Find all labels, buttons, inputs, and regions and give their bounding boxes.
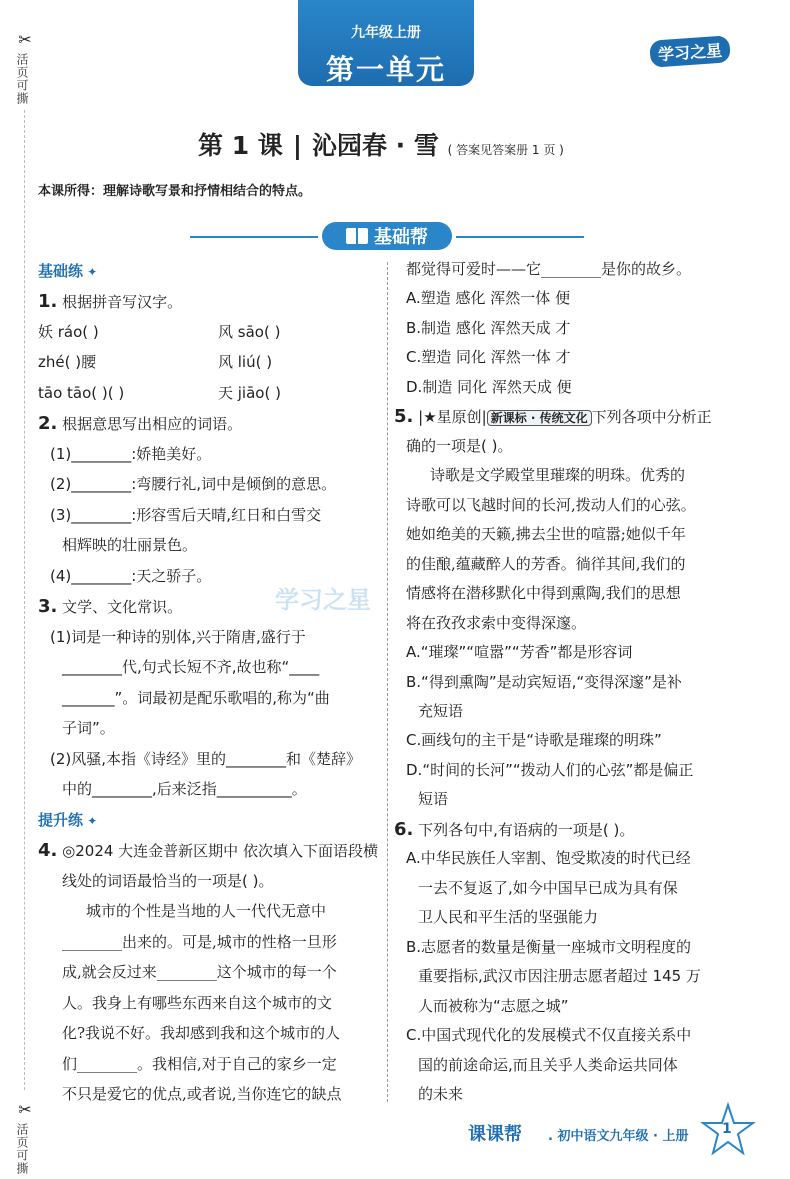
right-line <box>406 525 686 544</box>
line-text: 都觉得可爱时——它________是你的故乡。 <box>406 260 692 278</box>
sparkle-icon: ✦ <box>83 265 98 279</box>
line-text: 们________。我相信,对于自己的家乡一定 <box>62 1054 337 1073</box>
line-text: 文学、文化常识。 <box>57 598 183 617</box>
line-text: 将在孜孜求索中变得深邃。 <box>406 613 587 632</box>
line-text: C.中国式现代化的发展模式不仅直接关系中 <box>406 1026 692 1045</box>
book-icon <box>346 228 368 244</box>
right-line <box>418 702 463 721</box>
line-text: 情感将在潜移默化中得到熏陶,我们的思想 <box>406 584 681 603</box>
tear-off-marker-top <box>14 30 36 109</box>
tear-off-label: 活页可撕 <box>15 1123 29 1175</box>
right-line <box>406 378 572 397</box>
right-line <box>406 938 691 957</box>
line-text: 提升练 <box>38 810 84 829</box>
section-rule-right <box>456 236 584 238</box>
left-line <box>62 1055 337 1074</box>
line-text: ________代,句式长短不齐,故也称“____ <box>62 658 320 677</box>
line-text: 确的一项是( )。 <box>406 436 513 455</box>
line-text: 根据意思写出相应的词语。 <box>57 415 243 434</box>
footer-subtitle: . 初中语文九年级 · 上册 <box>548 1129 689 1144</box>
section-header <box>322 222 452 250</box>
line-text: A.塑造 感化 浑然一体 便 <box>406 289 571 308</box>
left-line <box>50 567 211 586</box>
line-text: 子词”。 <box>62 719 115 738</box>
line-text: 人。我身上有哪些东西来自这个城市的文 <box>62 993 333 1012</box>
left-line <box>38 353 273 372</box>
left-line <box>62 536 197 555</box>
line-text: 中的________,后来泛指__________。 <box>62 780 307 799</box>
question-number: 3. <box>38 596 58 618</box>
right-line <box>406 673 682 692</box>
left-line <box>38 383 281 403</box>
question-number: 4. <box>38 840 58 862</box>
right-line <box>418 967 701 986</box>
right-line <box>406 761 693 780</box>
line-text: 线处的词语最恰当的一项是( )。 <box>62 871 274 890</box>
line-text: 的未来 <box>418 1085 464 1103</box>
line-text: 城市的个性是当地的人一代代无意中 <box>86 902 327 921</box>
left-line <box>38 262 97 282</box>
line-text: |★星原创| <box>413 408 487 427</box>
tear-line <box>24 110 25 1090</box>
left-line <box>62 719 115 738</box>
section-rule-left <box>190 236 318 238</box>
line-text: 短语 <box>418 790 449 809</box>
tear-off-marker-bottom <box>14 1100 36 1179</box>
left-line <box>38 811 97 831</box>
right-line <box>430 466 685 485</box>
left-line <box>62 933 337 952</box>
right-line <box>394 407 712 428</box>
line-text: 人而被称为“志愿之城” <box>418 996 569 1015</box>
line-text: ________出来的。可是,城市的性格一旦形 <box>62 932 337 951</box>
line-text: (4)________:天之骄子。 <box>50 566 212 585</box>
watermark: 学习之星 <box>275 586 371 614</box>
right-line <box>406 731 662 750</box>
line-text-continued: 下列各项中分析正 <box>591 408 712 427</box>
line-text: (1)词是一种诗的别体,兴于隋唐,盛行于 <box>50 627 306 646</box>
question-number: 6. <box>394 818 414 840</box>
lesson-name: 沁园春 · 雪 <box>311 131 439 160</box>
scissors-icon: ✂ <box>18 1100 32 1119</box>
right-line <box>406 1026 691 1045</box>
right-line <box>418 1085 463 1104</box>
line-text: 妖 ráo( ) <box>38 322 99 341</box>
left-line <box>62 963 337 982</box>
line-text: 基础练 <box>38 262 84 280</box>
line-text: _______”。词最初是配乐歌唱的,称为“曲 <box>62 688 330 707</box>
footer-brand: 课课帮 <box>468 1124 522 1145</box>
left-line <box>38 292 182 312</box>
line-text: 国的前途命运,而且关乎人类命运共同体 <box>418 1055 678 1074</box>
left-line <box>62 1024 340 1043</box>
line-text-second: 天 jiāo( ) <box>218 383 281 402</box>
line-text: (1)________:娇艳美好。 <box>50 444 212 463</box>
right-line <box>406 643 632 662</box>
line-text: zhé( )腰 <box>38 353 97 372</box>
right-line <box>406 260 691 279</box>
left-line <box>50 628 306 647</box>
left-line <box>62 780 307 799</box>
right-line <box>406 319 570 338</box>
tear-off-label: 活页可撕 <box>15 53 29 105</box>
left-line <box>38 597 182 617</box>
right-line <box>418 908 598 927</box>
right-line <box>406 348 571 367</box>
line-text: D.“时间的长河”“拨动人们的心弦”都是偏正 <box>406 760 694 779</box>
unit-banner <box>298 0 474 86</box>
left-line <box>62 658 319 677</box>
line-text: (2)风骚,本指《诗经》里的________和《楚辞》 <box>50 749 362 768</box>
line-text: C.画线句的主干是“诗歌是璀璨的明珠” <box>406 731 662 750</box>
grade-label: 九年级上册 <box>351 25 421 41</box>
line-text: ◎2024 大连金普新区期中 依次填入下面语段横 <box>57 842 378 861</box>
category-tag: 新课标 · 传统文化 <box>487 410 592 426</box>
left-line <box>86 902 326 921</box>
line-text: B.制造 感化 浑然天成 才 <box>406 318 571 337</box>
line-text: 诗歌可以飞越时间的长河,拨动人们的心弦。 <box>406 495 696 514</box>
unit-title: 第一单元 <box>325 53 446 86</box>
line-text: B.志愿者的数量是衡量一座城市文明程度的 <box>406 937 692 956</box>
left-line <box>62 994 332 1013</box>
line-text: A.中华民族任人宰割、饱受欺凌的时代已经 <box>406 849 691 868</box>
line-text: C.塑造 同化 浑然一体 才 <box>406 348 571 367</box>
right-line <box>418 879 678 898</box>
left-line <box>50 475 336 494</box>
left-line <box>50 445 211 464</box>
right-line <box>406 555 686 574</box>
left-line <box>38 841 378 861</box>
left-line <box>62 689 330 708</box>
line-text: tāo tāo( )( ) <box>38 383 125 402</box>
line-text: 诗歌是文学殿堂里璀璨的明珠。优秀的 <box>430 466 686 485</box>
right-line <box>406 849 691 868</box>
scissors-icon: ✂ <box>18 30 32 49</box>
question-number: 5. <box>394 406 414 428</box>
line-text: 下列各句中,有语病的一项是( )。 <box>413 820 635 839</box>
right-line <box>418 790 448 809</box>
line-text-second: 风 liú( ) <box>218 353 273 372</box>
section-title: 基础帮 <box>374 227 428 248</box>
line-text: (3)________:形容雪后天晴,红日和白雪交 <box>50 505 322 524</box>
line-text: 充短语 <box>418 701 464 720</box>
lesson-number: 第 1 课 <box>198 131 283 160</box>
sparkle-icon: ✦ <box>83 813 98 828</box>
right-line <box>406 289 570 308</box>
column-divider <box>387 262 388 1102</box>
line-text: 不只是爱它的优点,或者说,当你连它的缺点 <box>62 1085 342 1103</box>
right-line <box>418 1056 678 1075</box>
page-number: 1 <box>722 1121 732 1137</box>
line-text: A.“璀璨”“喧嚣”“芳香”都是形容词 <box>406 643 633 662</box>
line-text: 一去不复返了,如今中国早已成为具有保 <box>418 878 678 897</box>
line-text: 卫人民和平生活的坚强能力 <box>418 908 599 927</box>
right-line <box>418 997 569 1016</box>
lesson-objective: 本课所得：理解诗歌写景和抒情相结合的特点。 <box>38 184 312 199</box>
line-text: 化?我说不好。我却感到我和这个城市的人 <box>62 1024 341 1043</box>
line-text: 相辉映的壮丽景色。 <box>62 536 198 555</box>
line-text: 她如绝美的天籁,拂去尘世的喧嚣;她似千年 <box>406 525 686 544</box>
lesson-title <box>198 126 564 162</box>
answer-reference: ( 答案见答案册 1 页 ) <box>447 143 564 157</box>
brand-logo: 学习之星 <box>649 35 731 68</box>
line-text: 的佳酿,蕴藏醉人的芳香。徜徉其间,我们的 <box>406 554 686 573</box>
left-line <box>38 322 281 342</box>
line-text: D.制造 同化 浑然天成 便 <box>406 377 572 396</box>
left-line <box>38 414 242 434</box>
line-text: B.“得到熏陶”是动宾短语,“变得深邃”是补 <box>406 672 682 691</box>
line-text: (2)________:弯腰行礼,词中是倾倒的意思。 <box>50 475 337 494</box>
line-text: 根据拼音写汉字。 <box>57 293 183 312</box>
right-line <box>394 820 634 840</box>
right-line <box>406 584 681 603</box>
right-line <box>406 614 586 633</box>
right-line <box>406 437 512 456</box>
left-line <box>62 872 273 891</box>
question-number: 1. <box>38 291 58 313</box>
right-line <box>406 496 696 515</box>
line-text-second: 风 sāo( ) <box>218 322 281 341</box>
left-line <box>62 1085 342 1104</box>
left-line <box>50 506 321 525</box>
question-number: 2. <box>38 413 58 435</box>
line-text: 成,就会反过来________这个城市的每一个 <box>62 963 337 982</box>
line-text: 重要指标,武汉市因注册志愿者超过 145 万 <box>418 967 701 986</box>
left-line <box>50 750 361 769</box>
title-separator: | <box>292 131 302 160</box>
